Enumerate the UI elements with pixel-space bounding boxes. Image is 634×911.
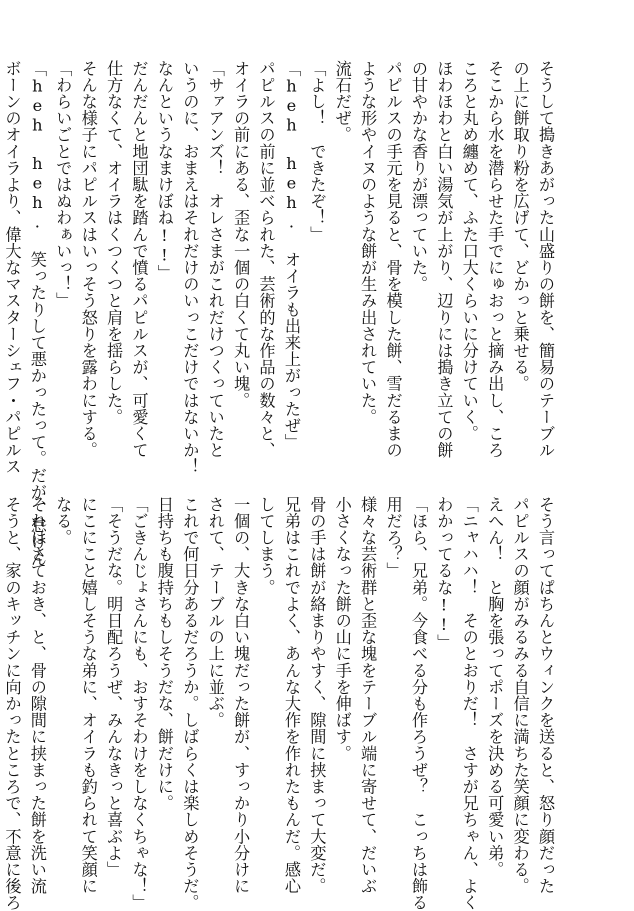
- text-line: 一個の、大きな白い塊だった餅が、すっかり小分けに: [231, 496, 251, 895]
- text-line: そう言ってぱちんとウィンクを送ると、怒り顔だった: [536, 496, 555, 895]
- text-line: これで何日分あるだろうか。しばらくは楽しめそうだ。: [180, 496, 200, 911]
- text-line: なんというなまけぼね!!」: [154, 60, 174, 282]
- text-line: ほわほわと白い湯気が上がり、辺りには搗き立ての餅: [434, 60, 454, 459]
- text-line: なる。: [53, 496, 73, 546]
- text-line: ころと丸め纏めて、ふた口大くらいに分けていく。: [459, 60, 479, 442]
- text-line: 「ニャハハ！ そのとおりだ！ さすが兄ちゃん、よく: [459, 496, 479, 911]
- text-line: 「わらいごとではぬわぁいっ！」: [53, 60, 73, 309]
- text-line: パピルスの前に並べられた、芸術的な作品の数々と、: [256, 60, 276, 459]
- text-line: 様々な芸術群と歪な塊をテーブル端に寄せて、だいぶ: [358, 496, 378, 895]
- text-line: 仕方なくて、オイラはくつくつと肩を揺らした。: [104, 60, 124, 426]
- text-line: 「ほら、兄弟。今食べる分も作ろうぜ？ こっちは飾る: [408, 496, 428, 911]
- text-line: だんだんと地団駄を踏んで憤るパピルスが、可愛くて: [129, 60, 149, 459]
- text-line: オイラの前にある、歪な一個の白くて丸い塊。: [231, 60, 251, 409]
- text-line: いうのに、おまえはそれだけのいっこだけではないか！: [180, 60, 200, 475]
- text-line: 「よし！ できたぞ！」: [307, 60, 327, 243]
- text-line: そうして搗きあがった山盛りの餅を、簡易のテーブル: [536, 60, 555, 459]
- text-line: ような形やイヌのような餅が生み出されていた。: [358, 60, 378, 426]
- text-line: の上に餅取り粉を広げて、どかっと乗せる。: [510, 60, 530, 392]
- text-line: 日持ちも腹持ちもしそうだな、餅だけに。: [154, 496, 174, 812]
- text-line: 流石だぜ。: [332, 60, 352, 143]
- text-line: 骨の手は餅が絡まりやすく、隙間に挟まって大変だ。: [307, 496, 327, 895]
- text-line: 小さくなった餅の山に手を伸ばす。: [332, 496, 352, 762]
- text-line: パピルスの顔がみるみる自信に満ちた笑顔に変わる。: [510, 496, 530, 895]
- text-line: えへん！ と胸を張ってポーズを決める可愛い弟。: [485, 496, 505, 878]
- text-line: の甘やかな香りが漂っていた。: [408, 60, 428, 293]
- text-line: それはさておき、と、骨の隙間に挟まった餅を洗い流: [27, 496, 47, 895]
- text-block-bottom: [2, 496, 558, 911]
- text-line: 「サァアンズ！ オレさまがこれだけつくっていたと: [205, 60, 225, 459]
- text-line: 「そうだな。明日配ろうぜ、みんなきっと喜ぶよ」: [104, 496, 124, 878]
- text-line: されて、テーブルの上に並ぶ。: [205, 496, 225, 729]
- text-line: 「heh heh. オイラも出来上がったぜ」: [281, 60, 301, 451]
- text-line: ボーンのオイラより、偉大なマスターシェフ・パピルス: [2, 60, 22, 475]
- text-line: 「ごきんじょさんにも、おすそわけをしなくちゃな！」: [129, 496, 149, 911]
- text-line: してしまう。: [256, 496, 276, 596]
- text-line: パピルスの手元を見ると、骨を模した餅、雪だるまの: [383, 60, 403, 459]
- text-line: そんな様子にパピルスはいっそう怒りを露わにする。: [78, 60, 98, 459]
- text-line: 用だろ？」: [383, 496, 403, 579]
- text-line: そうと、家のキッチンに向かったところで、不意に後ろ: [2, 496, 22, 911]
- text-line: 「heh heh. 笑ったりして悪かったって。だが、怠けん: [27, 60, 47, 567]
- text-line: 兄弟はこれでよく、あんな大作を作れたもんだ。感心: [281, 496, 301, 895]
- text-line: そこから水を潜らせた手でにゅおっと摘み出し、ころ: [485, 60, 505, 459]
- text-line: わかってるな!!」: [434, 496, 454, 651]
- text-line: にこにこと嬉しそうな弟に、オイラも釣られて笑顔に: [78, 496, 98, 895]
